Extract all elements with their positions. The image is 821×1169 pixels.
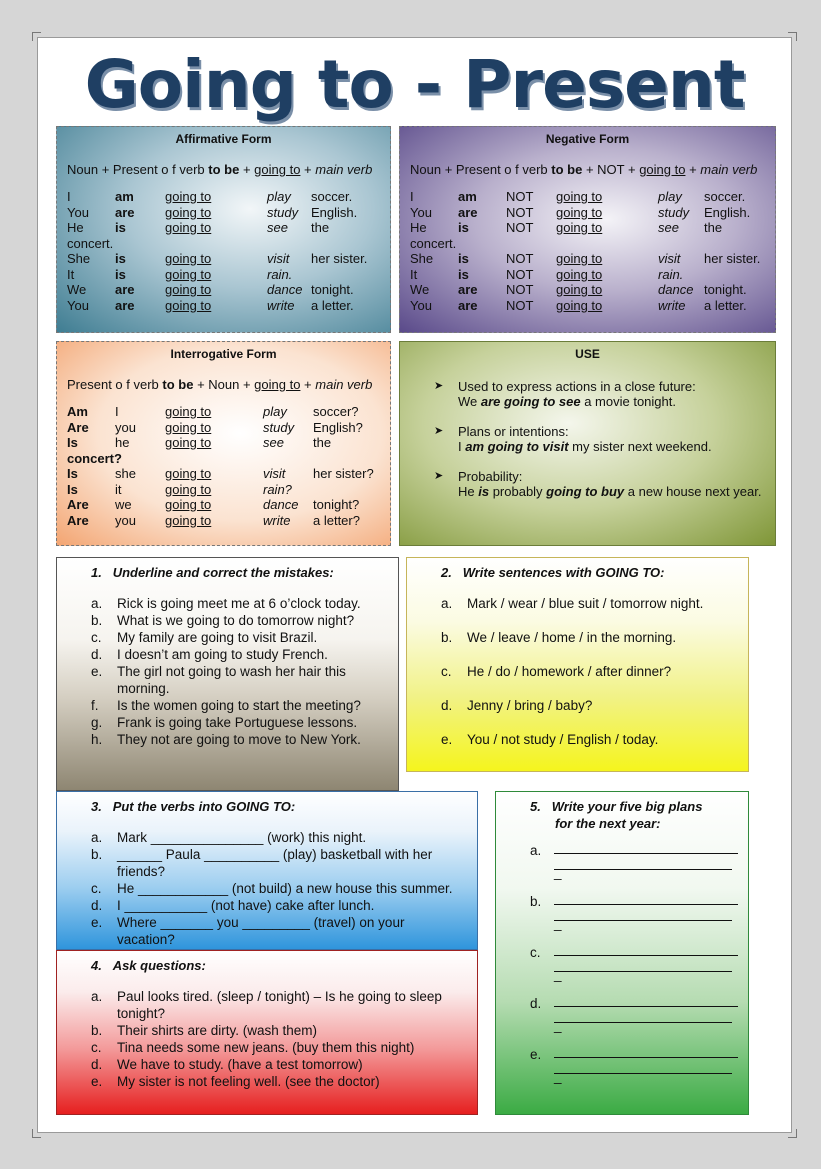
exercise-item [91, 880, 457, 897]
exercise-item [91, 697, 384, 714]
item-letter: d. [530, 996, 542, 1011]
table-cell-g: going to [165, 266, 212, 282]
affirmative-heading: Affirmative Form [175, 132, 272, 146]
item-letter: c. [91, 881, 102, 896]
table-row [67, 451, 390, 467]
item-letter: a. [91, 989, 103, 1004]
table-cell-be: is [115, 266, 126, 282]
exercise-item [91, 1039, 467, 1056]
item-letter: e. [530, 1047, 542, 1062]
table-cell-o: English? [313, 419, 363, 435]
item-text: He ____________ (not build) a new house this summer. [117, 881, 453, 896]
item-text: Tina needs some new jeans. (buy them this night) [117, 1040, 415, 1055]
table-cell-g: going to [165, 297, 212, 313]
item-letter: c. [91, 1040, 102, 1055]
table-cell-o: soccer. [704, 189, 746, 204]
use-item: ➤ Probability: He is probably going to buy a new house next year. [434, 469, 775, 500]
table-cell-s: She [67, 251, 91, 266]
worksheet-page [37, 37, 792, 1133]
answer-line[interactable] [554, 940, 738, 956]
table-cell-g: going to [556, 251, 603, 266]
exercise-5-heading: 5. Write your five big plans for the next year: [530, 799, 703, 831]
exercise-item [91, 829, 457, 846]
table-cell-s: it [115, 481, 122, 497]
table-cell-v: write [658, 297, 686, 313]
table-cell-o: her sister. [311, 251, 368, 266]
plan-item [530, 894, 738, 932]
table-row [410, 282, 775, 298]
table-cell-o: soccer. [311, 189, 353, 204]
table-cell-g: going to [165, 251, 212, 266]
plan-item [530, 996, 738, 1034]
table-cell-o: a letter. [704, 297, 747, 313]
table-row [410, 236, 775, 252]
item-letter: d. [441, 698, 453, 713]
table-cell-s: You [67, 204, 89, 220]
exercise-4-heading: 4. Ask questions: [91, 958, 206, 973]
answer-line[interactable] [554, 1042, 738, 1058]
table-cell-n: NOT [506, 189, 534, 204]
table-row [67, 189, 390, 205]
item-letter: c. [441, 664, 452, 679]
table-row [410, 298, 775, 314]
table-cell-o: the [311, 220, 330, 235]
table-cell-o: a letter? [313, 512, 360, 528]
item-text: Where _______ you _________ (travel) on your vacation? [117, 915, 405, 947]
exercise-item [91, 988, 467, 1022]
answer-line[interactable] [554, 838, 738, 854]
table-cell-be: Are [67, 419, 89, 435]
table-cell-s: It [67, 266, 75, 282]
table-cell-v: study [658, 204, 690, 220]
item-letter: e. [91, 664, 103, 679]
item-text: ______ Paula __________ (play) basketball with her friends? [117, 847, 433, 879]
table-cell-g: going to [165, 282, 212, 297]
table-cell-s: I [410, 189, 414, 204]
table-row [67, 497, 390, 513]
table-cell-s: You [410, 204, 432, 220]
table-cell-g: going to [165, 189, 212, 204]
item-text: I doesn’t am going to study French. [117, 647, 328, 662]
answer-line[interactable] [554, 854, 732, 870]
table-cell-v: rain? [263, 481, 292, 497]
table-cell-s: It [410, 266, 418, 282]
table-cell-be: is [458, 251, 469, 266]
item-letter: b. [441, 630, 453, 645]
item-text: My sister is not feeling well. (see the doctor) [117, 1074, 380, 1089]
table-cell-g: going to [165, 481, 212, 497]
exercise-item [91, 1073, 467, 1090]
table-cell-v: visit [263, 466, 286, 481]
interrogative-table [67, 404, 390, 528]
table-cell-be: Are [67, 512, 89, 528]
negative-formula: Noun + Present o f verb to be + NOT + going to + main verb [410, 161, 758, 177]
exercise-item [91, 914, 457, 948]
item-text: Is the women going to start the meeting? [117, 698, 361, 713]
page-corner-mark [32, 1129, 41, 1138]
answer-line[interactable] [554, 889, 738, 905]
item-text: Rick is going meet me at 6 o’clock today. [117, 596, 361, 611]
item-text: We / leave / home / in the morning. [467, 630, 677, 645]
table-cell-s: You [410, 297, 432, 313]
item-text: Jenny / bring / baby? [467, 698, 593, 713]
table-cell-o: the [704, 220, 723, 235]
item-letter: e. [91, 915, 103, 930]
exercise-item [91, 629, 384, 646]
use-box [399, 341, 776, 546]
table-cell-o: soccer? [313, 404, 359, 419]
table-cell-be: are [458, 282, 478, 297]
table-cell-s: he [115, 435, 130, 450]
item-text: The girl not going to wash her hair this morning. [117, 664, 346, 696]
table-cell-o: tonight. [311, 282, 354, 297]
exercise-4-box [56, 950, 478, 1115]
answer-line[interactable] [554, 1007, 732, 1023]
table-cell-v: play [658, 189, 682, 204]
table-cell-n: NOT [506, 251, 534, 266]
table-cell-s: I [67, 189, 71, 204]
answer-line[interactable] [554, 991, 738, 1007]
table-row [67, 298, 390, 314]
page-corner-mark [788, 32, 797, 41]
table-cell-g: going to [556, 266, 603, 282]
table-row [410, 189, 775, 205]
table-cell-v: play [263, 404, 287, 419]
table-cell-g: going to [556, 297, 603, 313]
affirmative-form-box [56, 126, 391, 333]
item-text: Mark _______________ (work) this night. [117, 830, 367, 845]
table-cell-s: He [67, 220, 84, 235]
table-cell-s: She [410, 251, 434, 266]
use-heading: USE [575, 347, 600, 361]
exercise-item [91, 612, 384, 629]
table-cell-v: write [263, 512, 291, 528]
exercise-5-box [495, 791, 749, 1115]
table-cell-o: her sister? [313, 466, 374, 481]
exercise-1-list [91, 595, 384, 748]
negative-table [410, 189, 775, 313]
table-cell-be: is [115, 251, 126, 266]
table-cell-o: tonight. [704, 282, 747, 297]
page-corner-mark [788, 1129, 797, 1138]
table-cell-s: she [115, 466, 136, 481]
item-letter: f. [91, 698, 99, 713]
table-cell-g: going to [556, 282, 603, 297]
table-cell-s: We [410, 282, 430, 297]
exercise-item [441, 629, 740, 646]
item-letter: a. [530, 843, 542, 858]
exercise-item [91, 1056, 467, 1073]
page-title: Going to - Present [84, 46, 745, 123]
table-cell-g: going to [165, 419, 212, 435]
table-cell-be: are [115, 204, 135, 220]
table-cell-v: dance [267, 282, 303, 297]
exercise-item [91, 731, 384, 748]
item-letter: b. [91, 847, 103, 862]
table-row [67, 236, 390, 252]
plan-item [530, 843, 738, 881]
table-cell-o: her sister. [704, 251, 761, 266]
table-cell-g: going to [556, 204, 603, 220]
table-cell-o: English. [704, 204, 751, 220]
exercise-2-list [441, 595, 740, 748]
answer-line[interactable] [554, 1058, 732, 1074]
table-cell-be: concert? [67, 450, 122, 466]
table-cell-o: a letter. [311, 297, 354, 313]
table-cell-n: NOT [506, 220, 534, 235]
table-cell-be: am [458, 189, 477, 204]
table-cell-s: We [67, 282, 87, 297]
table-cell-g: going to [165, 435, 212, 450]
exercise-3-heading: 3. Put the verbs into GOING TO: [91, 799, 296, 814]
table-cell-be: Is [67, 466, 78, 481]
table-cell-s: we [115, 497, 132, 512]
table-row [67, 466, 390, 482]
plan-item [530, 1047, 738, 1085]
exercise-3-list [91, 829, 457, 948]
item-letter: c. [530, 945, 541, 960]
table-cell-s: you [115, 512, 136, 528]
item-letter: a. [91, 830, 103, 845]
exercise-item [441, 697, 740, 714]
table-cell-g: going to [165, 404, 212, 419]
table-cell-v: see [263, 435, 284, 450]
table-row [67, 251, 390, 267]
item-text: He / do / homework / after dinner? [467, 664, 672, 679]
table-cell-s: I [115, 404, 119, 419]
table-cell-be: Is [67, 435, 78, 450]
table-cell-v: write [267, 297, 295, 313]
table-cell-be: Is [67, 481, 78, 497]
exercise-item [91, 714, 384, 731]
use-list [400, 379, 775, 500]
table-cell-be: is [458, 220, 469, 235]
exercise-item [91, 646, 384, 663]
item-text: You / not study / English / today. [467, 732, 659, 747]
exercise-item [91, 663, 384, 697]
table-cell-be: Are [67, 497, 89, 512]
exercise-item [91, 595, 384, 612]
use-item: ➤ Used to express actions in a close future: We are going to see a movie tonight. [434, 379, 775, 410]
item-letter: e. [91, 1074, 103, 1089]
table-cell-be: am [115, 189, 134, 204]
item-text: Their shirts are dirty. (wash them) [117, 1023, 318, 1038]
page-corner-mark [32, 32, 41, 41]
exercise-item [441, 595, 740, 612]
table-cell-be: is [115, 220, 126, 235]
table-row [67, 282, 390, 298]
table-cell-s: you [115, 419, 136, 435]
negative-heading: Negative Form [545, 132, 630, 146]
table-cell-n: NOT [506, 266, 534, 282]
answer-line-end: _ [554, 967, 562, 982]
exercise-item [91, 897, 457, 914]
table-row [67, 420, 390, 436]
answer-line-end: _ [554, 1018, 562, 1033]
table-cell-g: going to [165, 466, 212, 481]
table-cell-v: see [267, 220, 288, 235]
table-cell-be: are [115, 282, 135, 297]
table-cell-s: You [67, 297, 89, 313]
item-text: They not are going to move to New York. [117, 732, 361, 747]
table-row [67, 267, 390, 283]
interrogative-formula: Present o f verb to be + Noun + going to + main verb [67, 376, 373, 392]
table-cell-n: NOT [506, 282, 534, 297]
table-row [410, 267, 775, 283]
interrogative-form-box [56, 341, 391, 546]
item-letter: c. [91, 630, 102, 645]
table-cell-n: NOT [506, 204, 534, 220]
exercise-2-heading: 2. Write sentences with GOING TO: [441, 565, 665, 580]
table-cell-g: going to [165, 220, 212, 235]
use-item: ➤ Plans or intentions: I am going to visit my sister next weekend. [434, 424, 775, 455]
table-row [410, 220, 775, 236]
table-cell-v: visit [658, 251, 681, 266]
table-cell-v: dance [263, 497, 299, 512]
negative-form-box [399, 126, 776, 333]
table-cell-be: Am [67, 404, 88, 419]
interrogative-heading: Interrogative Form [170, 347, 277, 361]
table-cell-be: is [458, 266, 469, 282]
item-letter: d. [91, 1057, 103, 1072]
item-letter: g. [91, 715, 103, 730]
table-cell-g: going to [165, 497, 212, 512]
affirmative-table [67, 189, 390, 313]
item-letter: a. [91, 596, 103, 611]
exercise-item [441, 663, 740, 680]
table-cell-g: going to [556, 189, 603, 204]
item-letter: b. [91, 1023, 103, 1038]
table-cell-v: dance [658, 282, 694, 297]
table-row [67, 205, 390, 221]
exercise-item [441, 731, 740, 748]
table-cell-n: NOT [506, 297, 534, 313]
item-text: I ___________ (not have) cake after lunch. [117, 898, 375, 913]
item-text: Mark / wear / blue suit / tomorrow night. [467, 596, 704, 611]
item-letter: h. [91, 732, 103, 747]
item-text: What is we going to do tomorrow night? [117, 613, 355, 628]
table-cell-o: tonight? [313, 497, 360, 512]
item-letter: a. [441, 596, 453, 611]
affirmative-formula: Noun + Present o f verb to be + going to + main verb [67, 161, 373, 177]
answer-line-end: _ [554, 865, 562, 880]
answer-line-end: _ [554, 916, 562, 931]
exercise-4-list [91, 988, 467, 1090]
table-cell-v: play [267, 189, 291, 204]
exercise-2-box [406, 557, 749, 772]
table-cell-s: He [410, 220, 427, 235]
table-cell-v: visit [267, 251, 290, 266]
item-letter: d. [91, 898, 103, 913]
table-row [67, 220, 390, 236]
table-row [410, 251, 775, 267]
table-cell-v: see [658, 220, 679, 235]
table-row [410, 205, 775, 221]
table-row [67, 513, 390, 529]
table-cell-g: going to [165, 204, 212, 220]
table-cell-o: English. [311, 204, 358, 220]
exercise-item [91, 1022, 467, 1039]
answer-line[interactable] [554, 905, 732, 921]
table-cell-v: rain. [658, 266, 684, 282]
exercise-1-heading: 1. Underline and correct the mistakes: [91, 565, 334, 580]
table-cell-s: concert. [67, 235, 114, 251]
table-row [67, 435, 390, 451]
table-row [67, 404, 390, 420]
answer-line-end: _ [554, 1069, 562, 1084]
item-text: We have to study. (have a test tomorrow) [117, 1057, 363, 1072]
exercise-1-box [56, 557, 399, 791]
item-text: Frank is going take Portuguese lessons. [117, 715, 358, 730]
table-row [67, 482, 390, 498]
table-cell-be: are [115, 297, 135, 313]
table-cell-v: study [267, 204, 299, 220]
table-cell-s: concert. [410, 235, 457, 251]
plan-item [530, 945, 738, 983]
answer-line[interactable] [554, 956, 732, 972]
item-letter: b. [530, 894, 542, 909]
table-cell-g: going to [165, 512, 212, 528]
item-letter: e. [441, 732, 453, 747]
item-text: Paul looks tired. (sleep / tonight) – Is he going to sleep tonight? [117, 989, 442, 1021]
table-cell-o: the [313, 435, 332, 450]
table-cell-v: study [263, 419, 295, 435]
item-letter: d. [91, 647, 103, 662]
exercise-5-list [496, 843, 748, 1085]
table-cell-g: going to [556, 220, 603, 235]
item-letter: b. [91, 613, 103, 628]
table-cell-be: are [458, 204, 478, 220]
table-cell-v: rain. [267, 266, 293, 282]
item-text: My family are going to visit Brazil. [117, 630, 318, 645]
table-cell-be: are [458, 297, 478, 313]
exercise-3-box [56, 791, 478, 950]
exercise-item [91, 846, 457, 880]
